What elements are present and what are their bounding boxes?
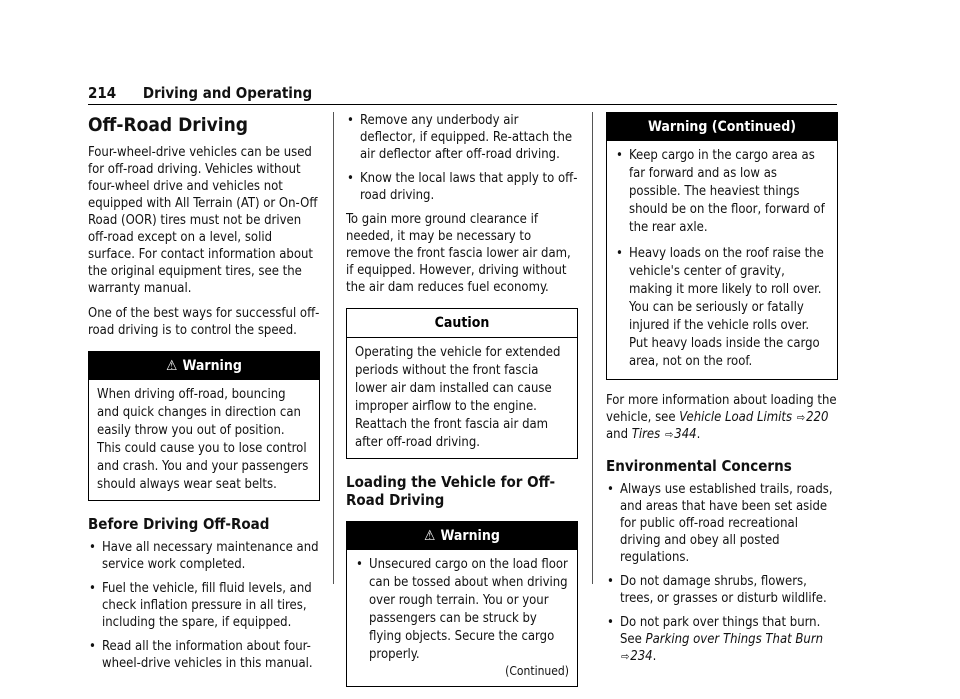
warning-body: When driving off-road, bouncing and quick changes in direction can easily throw you out of position. This could cause you to lose control and crash. You and your passengers should always wear seat belts.: [97, 387, 309, 492]
warning-title: Warning (Continued): [607, 113, 837, 141]
paragraph: To gain more ground clearance if needed, it may be necessary to remove the front fascia lower air dam, if equipped. However, driving without the air dam reduces fuel economy.: [346, 212, 571, 295]
caution-body: Operating the vehicle for extended periods without the front fascia lower air dam installed can cause improper airflow to the engine. Reattach the front fascia air dam after off-road driving.: [355, 345, 561, 450]
warning-body: [607, 141, 837, 379]
page-header: [88, 84, 837, 105]
warning-triangle-icon: ⚠: [424, 528, 436, 544]
list-item: • Unsecured cargo on the load floor can be tossed about when driving over rough terrain. You or your passengers can be struck by flying objects. Secure the cargo properly.: [355, 556, 569, 664]
caution-box: [346, 308, 578, 459]
bullet-list: [606, 481, 838, 665]
cross-reference-link[interactable]: Parking over Things That Burn: [645, 632, 824, 647]
list-item: • Always use established trails, roads, and areas that have been set aside for public off-road recreational driving and obey all posted regulations.: [606, 481, 838, 566]
column-3: [606, 112, 838, 672]
page-reference-icon: ⇨: [796, 411, 806, 424]
page-reference[interactable]: 220: [806, 410, 829, 425]
caution-title: Caution: [347, 309, 577, 338]
list-item: • Keep cargo in the cargo area as far forward and as low as possible. The heaviest things should be on the floor, forward of the rear axle.: [615, 147, 829, 237]
warning-box: [346, 521, 578, 687]
cross-reference-link[interactable]: Vehicle Load Limits: [679, 410, 793, 425]
bullet-list: [346, 112, 578, 204]
list-item: • Have all necessary maintenance and service work completed.: [88, 539, 320, 573]
subheading: Loading the Vehicle for Off-Road Driving: [346, 473, 556, 509]
subheading: Before Driving Off-Road: [88, 515, 270, 533]
list-item: • Fuel the vehicle, fill fluid levels, and check inflation pressure in all tires, including the spare, if equipped.: [88, 580, 320, 631]
warning-box: [606, 112, 838, 380]
column-divider: [592, 112, 593, 584]
page-number: 214: [88, 84, 117, 102]
warning-box: [88, 351, 320, 501]
warning-title: ⚠ Warning: [347, 522, 577, 550]
list-item: • Do not park over things that burn. See Parking over Things That Burn ⇨234.: [606, 614, 838, 665]
page-title: Off-Road Driving: [88, 114, 248, 136]
page-reference[interactable]: 234: [630, 649, 653, 664]
subheading: Environmental Concerns: [606, 457, 792, 475]
column-divider: [333, 112, 334, 584]
page-reference[interactable]: 344: [674, 427, 697, 442]
column-1: [88, 112, 320, 679]
paragraph: Four-wheel-drive vehicles can be used for off-road driving. Vehicles without four-wheel drive and vehicles not equipped with All Terrain (AT) or On-Off Road (OOR) tires must not be driven off-road except on a level, solid surface. For contact information about the original equipment tires, see the warranty manual.: [88, 145, 318, 296]
warning-triangle-icon: ⚠: [166, 358, 178, 374]
list-item: • Remove any underbody air deflector, if equipped. Re-attach the air deflector after off-road driving.: [346, 112, 578, 163]
list-item: • Heavy loads on the roof raise the vehicle's center of gravity, making it more likely to roll over. You can be seriously or fatally injured if the vehicle rolls over. Put heavy loads inside the cargo area, not on the roof.: [615, 245, 829, 371]
warning-body: [347, 550, 577, 686]
more-info-paragraph: For more information about loading the vehicle, see Vehicle Load Limits ⇨220 and Tires ⇨344.: [606, 393, 837, 442]
column-2: [346, 112, 578, 699]
cross-reference-link[interactable]: Tires: [631, 427, 661, 442]
list-item: • Read all the information about four-wheel-drive vehicles in this manual.: [88, 638, 320, 672]
list-item: • Know the local laws that apply to off-road driving.: [346, 170, 578, 204]
continued-label: (Continued): [505, 664, 569, 678]
page-reference-icon: ⇨: [621, 650, 630, 663]
paragraph: One of the best ways for successful off-road driving is to control the speed.: [88, 306, 320, 338]
list-item: • Do not damage shrubs, flowers, trees, or grasses or disturb wildlife.: [606, 573, 838, 607]
section-title: Driving and Operating: [142, 84, 313, 102]
page-reference-icon: ⇨: [664, 428, 674, 441]
warning-title: ⚠ Warning: [89, 352, 319, 380]
bullet-list: [88, 539, 320, 672]
